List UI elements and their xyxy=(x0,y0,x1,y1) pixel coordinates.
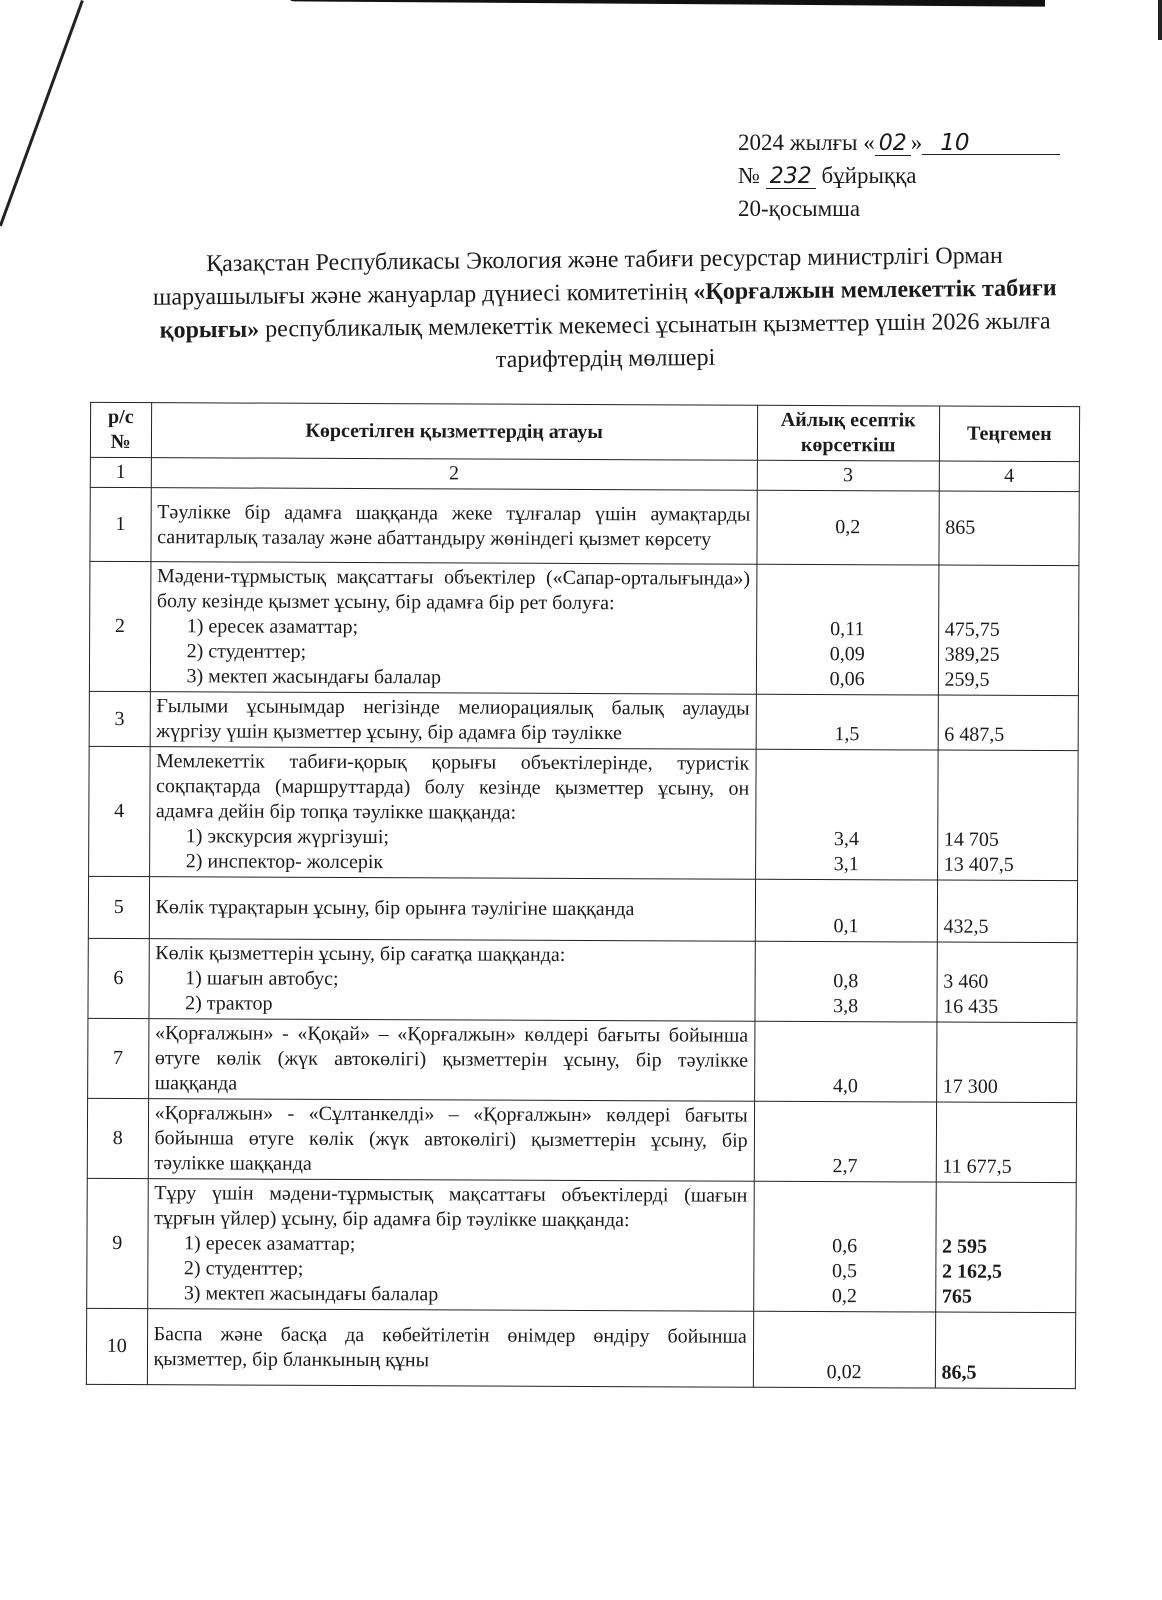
scan-edge-shadow-right xyxy=(1158,0,1162,40)
table-row: 1 Тәулікке бір адамға шаққанда жеке тұлғалар үшін аумақтарды санитарлық тазалау және абаттандыру жөніндегі қызмет көрсету 0,2 865 xyxy=(90,487,1079,565)
appendix-label: 20-қосымша xyxy=(738,196,861,221)
table-row: 10 Баспа және басқа да көбейтілетін өнімдер өндіру бойынша қызметтер, бір бланкының құны 0,02 86,5 xyxy=(86,1308,1075,1388)
handwritten-order-number: 232 xyxy=(766,166,816,189)
table-row: 2 Мәдени-тұрмыстық мақсаттағы объектілер («Сапар-орталығында») болу кезінде қызмет ұсыну, бір адамға бір рет болуға: 1) ересек азаматтар; 2) студенттер; 3) мектеп жасындағы балалар 0,11 0,09 0,06 475,75 389,25 259,5 xyxy=(89,561,1079,695)
header-tenge: Теңгемен xyxy=(939,406,1080,462)
institution-name: «Қорғалжын мемлекеттік табиғи қорығы» xyxy=(159,275,1057,344)
header-service-name: Көрсетілген қызметтердің атауы xyxy=(151,403,757,461)
column-number-row: 1 2 3 4 xyxy=(90,457,1079,491)
table-row: 7 «Қорғалжын» - «Қоқай» – «Қорғалжын» көлдері бағыты бойынша өтуге көлік (жүк автокөлігі) қызметтерін ұсыну, бір тәулікке шаққанда 4,0 17 300 xyxy=(88,1018,1077,1102)
document-title: Қазақстан Республикасы Экология және табиғи ресурстар министрлігі Орман шаруашылығы және жануарлар дүниесі комитетінің «Қорғалжын мемлекеттік табиғи қорығы» республикалық мемлекеттік мекемесі ұсынатын қызметтер үшін 2026 жылға тарифтердің мөлшері xyxy=(152,242,1057,374)
handwritten-month: 10 xyxy=(922,132,1060,155)
table-header-row xyxy=(90,402,1079,461)
tariff-table xyxy=(86,402,1080,1389)
table-row: 6 Көлік қызметтерін ұсыну, бір сағатқа шаққанда: 1) шағын автобус; 2) трактор 0,8 3,8 3 460 16 435 xyxy=(88,938,1077,1022)
page-fold-line xyxy=(0,0,84,227)
order-number-line: № 232 бұйрыққа xyxy=(738,163,917,189)
table-row: 5 Көлік тұрақтарын ұсыну, бір орынға тәулігіне шаққанда 0,1 432,5 xyxy=(88,876,1077,942)
table-row: 3 Ғылыми ұсынымдар негізінде мелиорациялық балық аулауды жүргізу үшін қызметтер ұсыну, бір адамға бір тәулікке 1,5 6 487,5 xyxy=(89,691,1078,750)
table-row: 9 Тұру үшін мәдени-тұрмыстық мақсаттағы объектілерді (шағын тұрғын үйлер) ұсыну, бір адамға бір тәулікке шаққанда: 1) ересек азаматтар; 2) студенттер; 3) мектеп жасындағы балалар 0,6 0,5 0,2 2 595 2 162,5 765 xyxy=(87,1178,1077,1312)
table-row: 4 Мемлекеттік табиғи-қорық қорығы объектілерінде, туристік соқпақтарда (маршруттарда) болу кезінде қызметтер ұсыну, он адамға дейін бір топқа тәулікке шаққанда: 1) экскурсия жүргізуші; 2) инспектор- жолсерік 3,4 3,1 14 705 13 407,5 xyxy=(89,746,1079,880)
table-row: 8 «Қорғалжын» - «Сұлтанкелді» – «Қорғалжын» көлдері бағыты бойынша өтуге көлік (жүк автокөлігі) қызметтерін ұсыну, бір тәулікке шаққанда 2,7 11 677,5 xyxy=(87,1098,1076,1182)
scan-edge-shadow xyxy=(285,0,1045,7)
order-reference xyxy=(738,126,1060,225)
header-mci: Айлық есептік көрсеткіш xyxy=(757,405,939,461)
handwritten-day: 02 xyxy=(875,133,911,156)
order-date-line: 2024 жылғы « 02 » 10 xyxy=(738,126,1060,159)
header-num: р/с № xyxy=(90,402,151,457)
